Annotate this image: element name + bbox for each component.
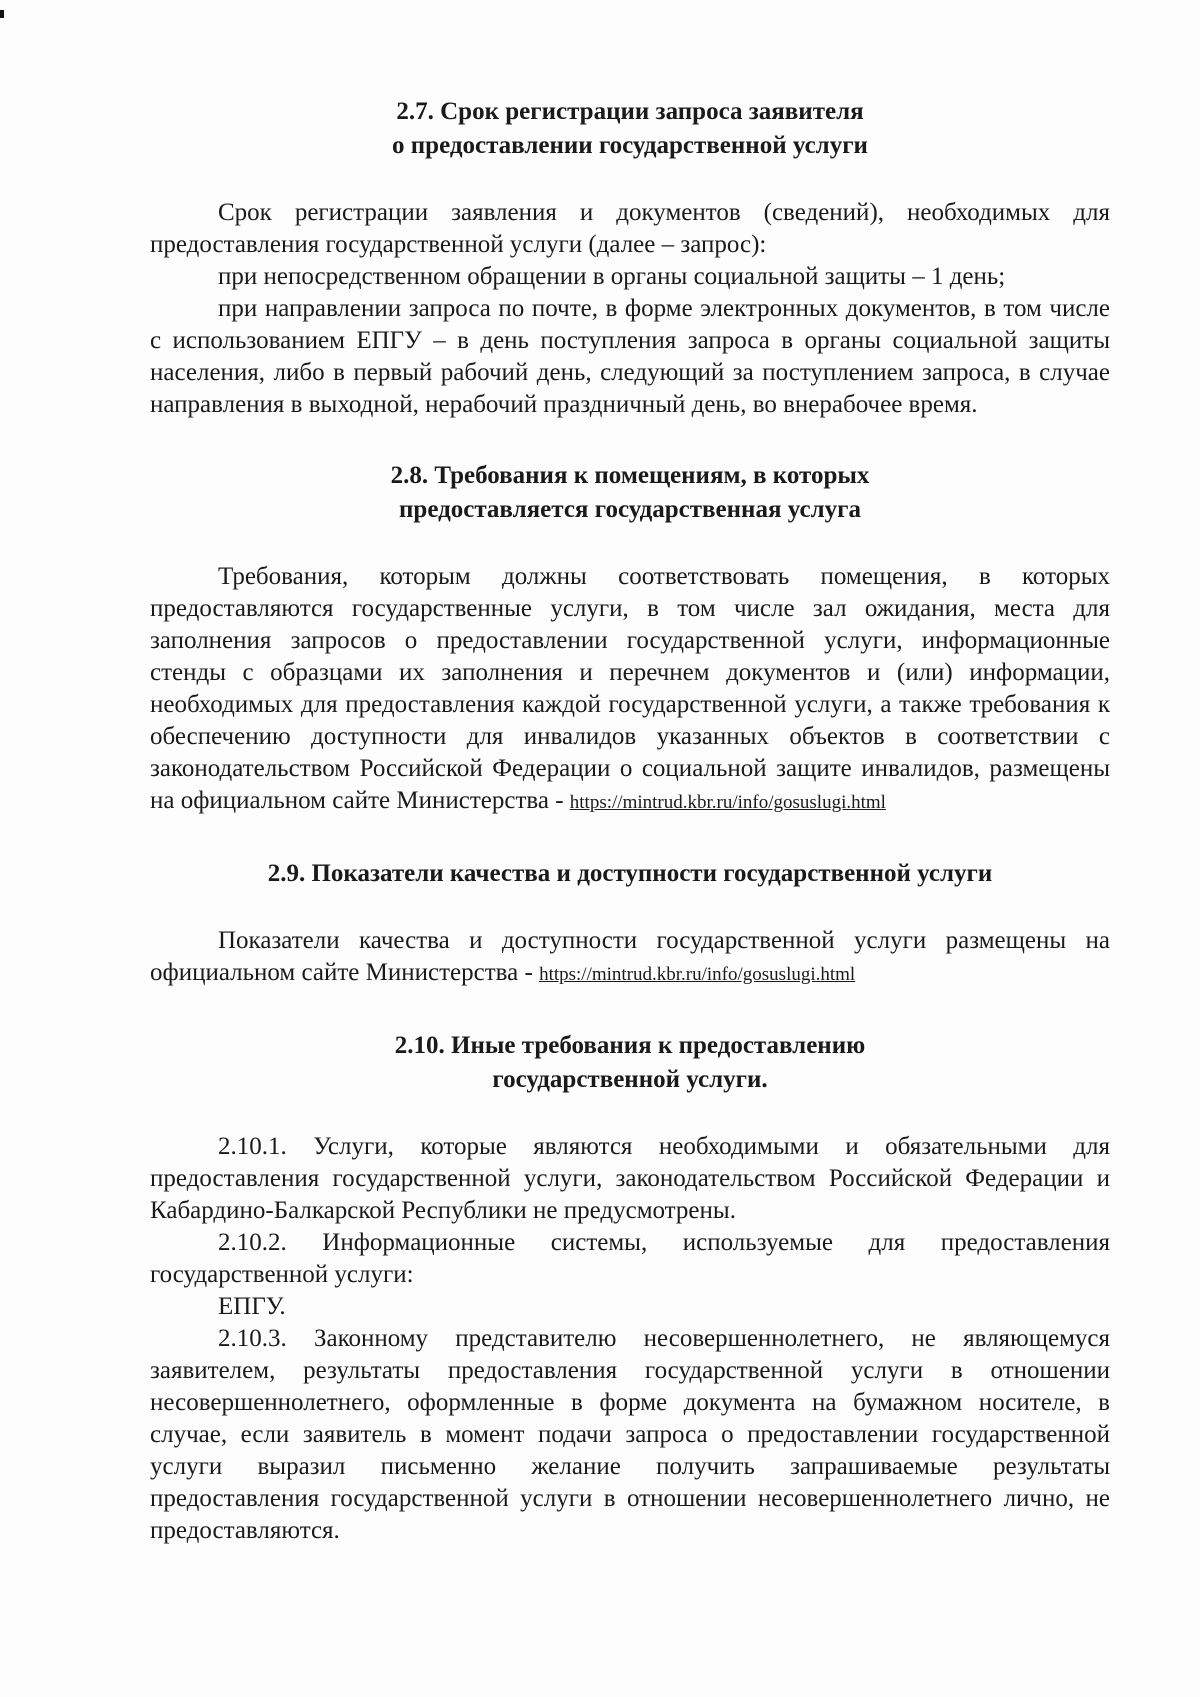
paragraph: при непосредственном обращении в органы социальной защиты – 1 день;: [218, 263, 1006, 290]
section-2-7-heading: [150, 95, 1110, 163]
document-body: [150, 95, 1110, 1547]
paragraph-text: Требования, которым должны соответствовать помещения, в которых предоставляются государственные услуги, в том числе зал ожидания, места для заполнения запросов о предоставлении государственной услуги, информационные стенды с образцами их заполнения и перечнем документов и (или) информации, необходимых для предоставления каждой государственной услуги, а также требования к обеспечению доступности для инвалидов указанных объектов в соответствии с законодательством Российской Федерации о социальной защите инвалидов, размещены на официальном сайте Министерства -: [150, 563, 1110, 814]
paragraph: ЕПГУ.: [218, 1293, 286, 1320]
paragraph: 2.10.2. Информационные системы, используемые для предоставления государственной услуги:: [150, 1229, 1110, 1288]
paragraph: 2.10.1. Услуги, которые являются необходимыми и обязательными для предоставления государственной услуги, законодательством Российской Федерации и Кабардино-Балкарской Республики не предусмотрены.: [150, 1133, 1110, 1224]
paragraph: [150, 925, 1110, 991]
section-2-10-heading: [150, 1029, 1110, 1097]
heading-line: 2.10. Иные требования к предоставлению: [394, 1032, 866, 1059]
scan-artifact: [0, 10, 4, 18]
paragraph: [150, 561, 1110, 819]
heading-line: государственной услуги.: [492, 1066, 768, 1093]
gosuslugi-link[interactable]: https://mintrud.kbr.ru/info/gosuslugi.html: [539, 964, 856, 985]
paragraph: при направлении запроса по почте, в форме электронных документов, в том числе с использованием ЕПГУ – в день поступления запроса в органы социальной защиты населения, либо в первый рабочий день, следующий за поступлением запроса, в случае направления в выходной, нерабочий праздничный день, во внерабочее время.: [150, 295, 1110, 418]
heading-line: 2.8. Требования к помещениям, в которых: [390, 462, 870, 489]
heading-line: 2.7. Срок регистрации запроса заявителя: [396, 98, 864, 125]
heading-line: предоставляется государственная услуга: [399, 496, 861, 523]
section-2-8-heading: [150, 459, 1110, 527]
paragraph: Срок регистрации заявления и документов (сведений), необходимых для предоставления государственной услуги (далее – запрос):: [150, 199, 1110, 258]
heading-line: о предоставлении государственной услуги: [392, 132, 868, 159]
gosuslugi-link[interactable]: https://mintrud.kbr.ru/info/gosuslugi.html: [569, 792, 886, 813]
paragraph: 2.10.3. Законному представителю несовершеннолетнего, не являющемуся заявителем, результаты предоставления государственной услуги в отношении несовершеннолетнего, оформленные в форме документа на бумажном носителе, в случае, если заявитель в момент подачи запроса о предоставлении государственной услуги выразил письменно желание получить запрашиваемые результаты предоставления государственной услуги в отношении несовершеннолетнего лично, не предоставляются.: [150, 1325, 1110, 1544]
section-2-9-heading: [150, 857, 1110, 891]
heading-line: 2.9. Показатели качества и доступности государственной услуги: [267, 860, 993, 887]
paragraph-text: Показатели качества и доступности государственной услуги размещены на официальном сайте Министерства -: [150, 927, 1110, 986]
